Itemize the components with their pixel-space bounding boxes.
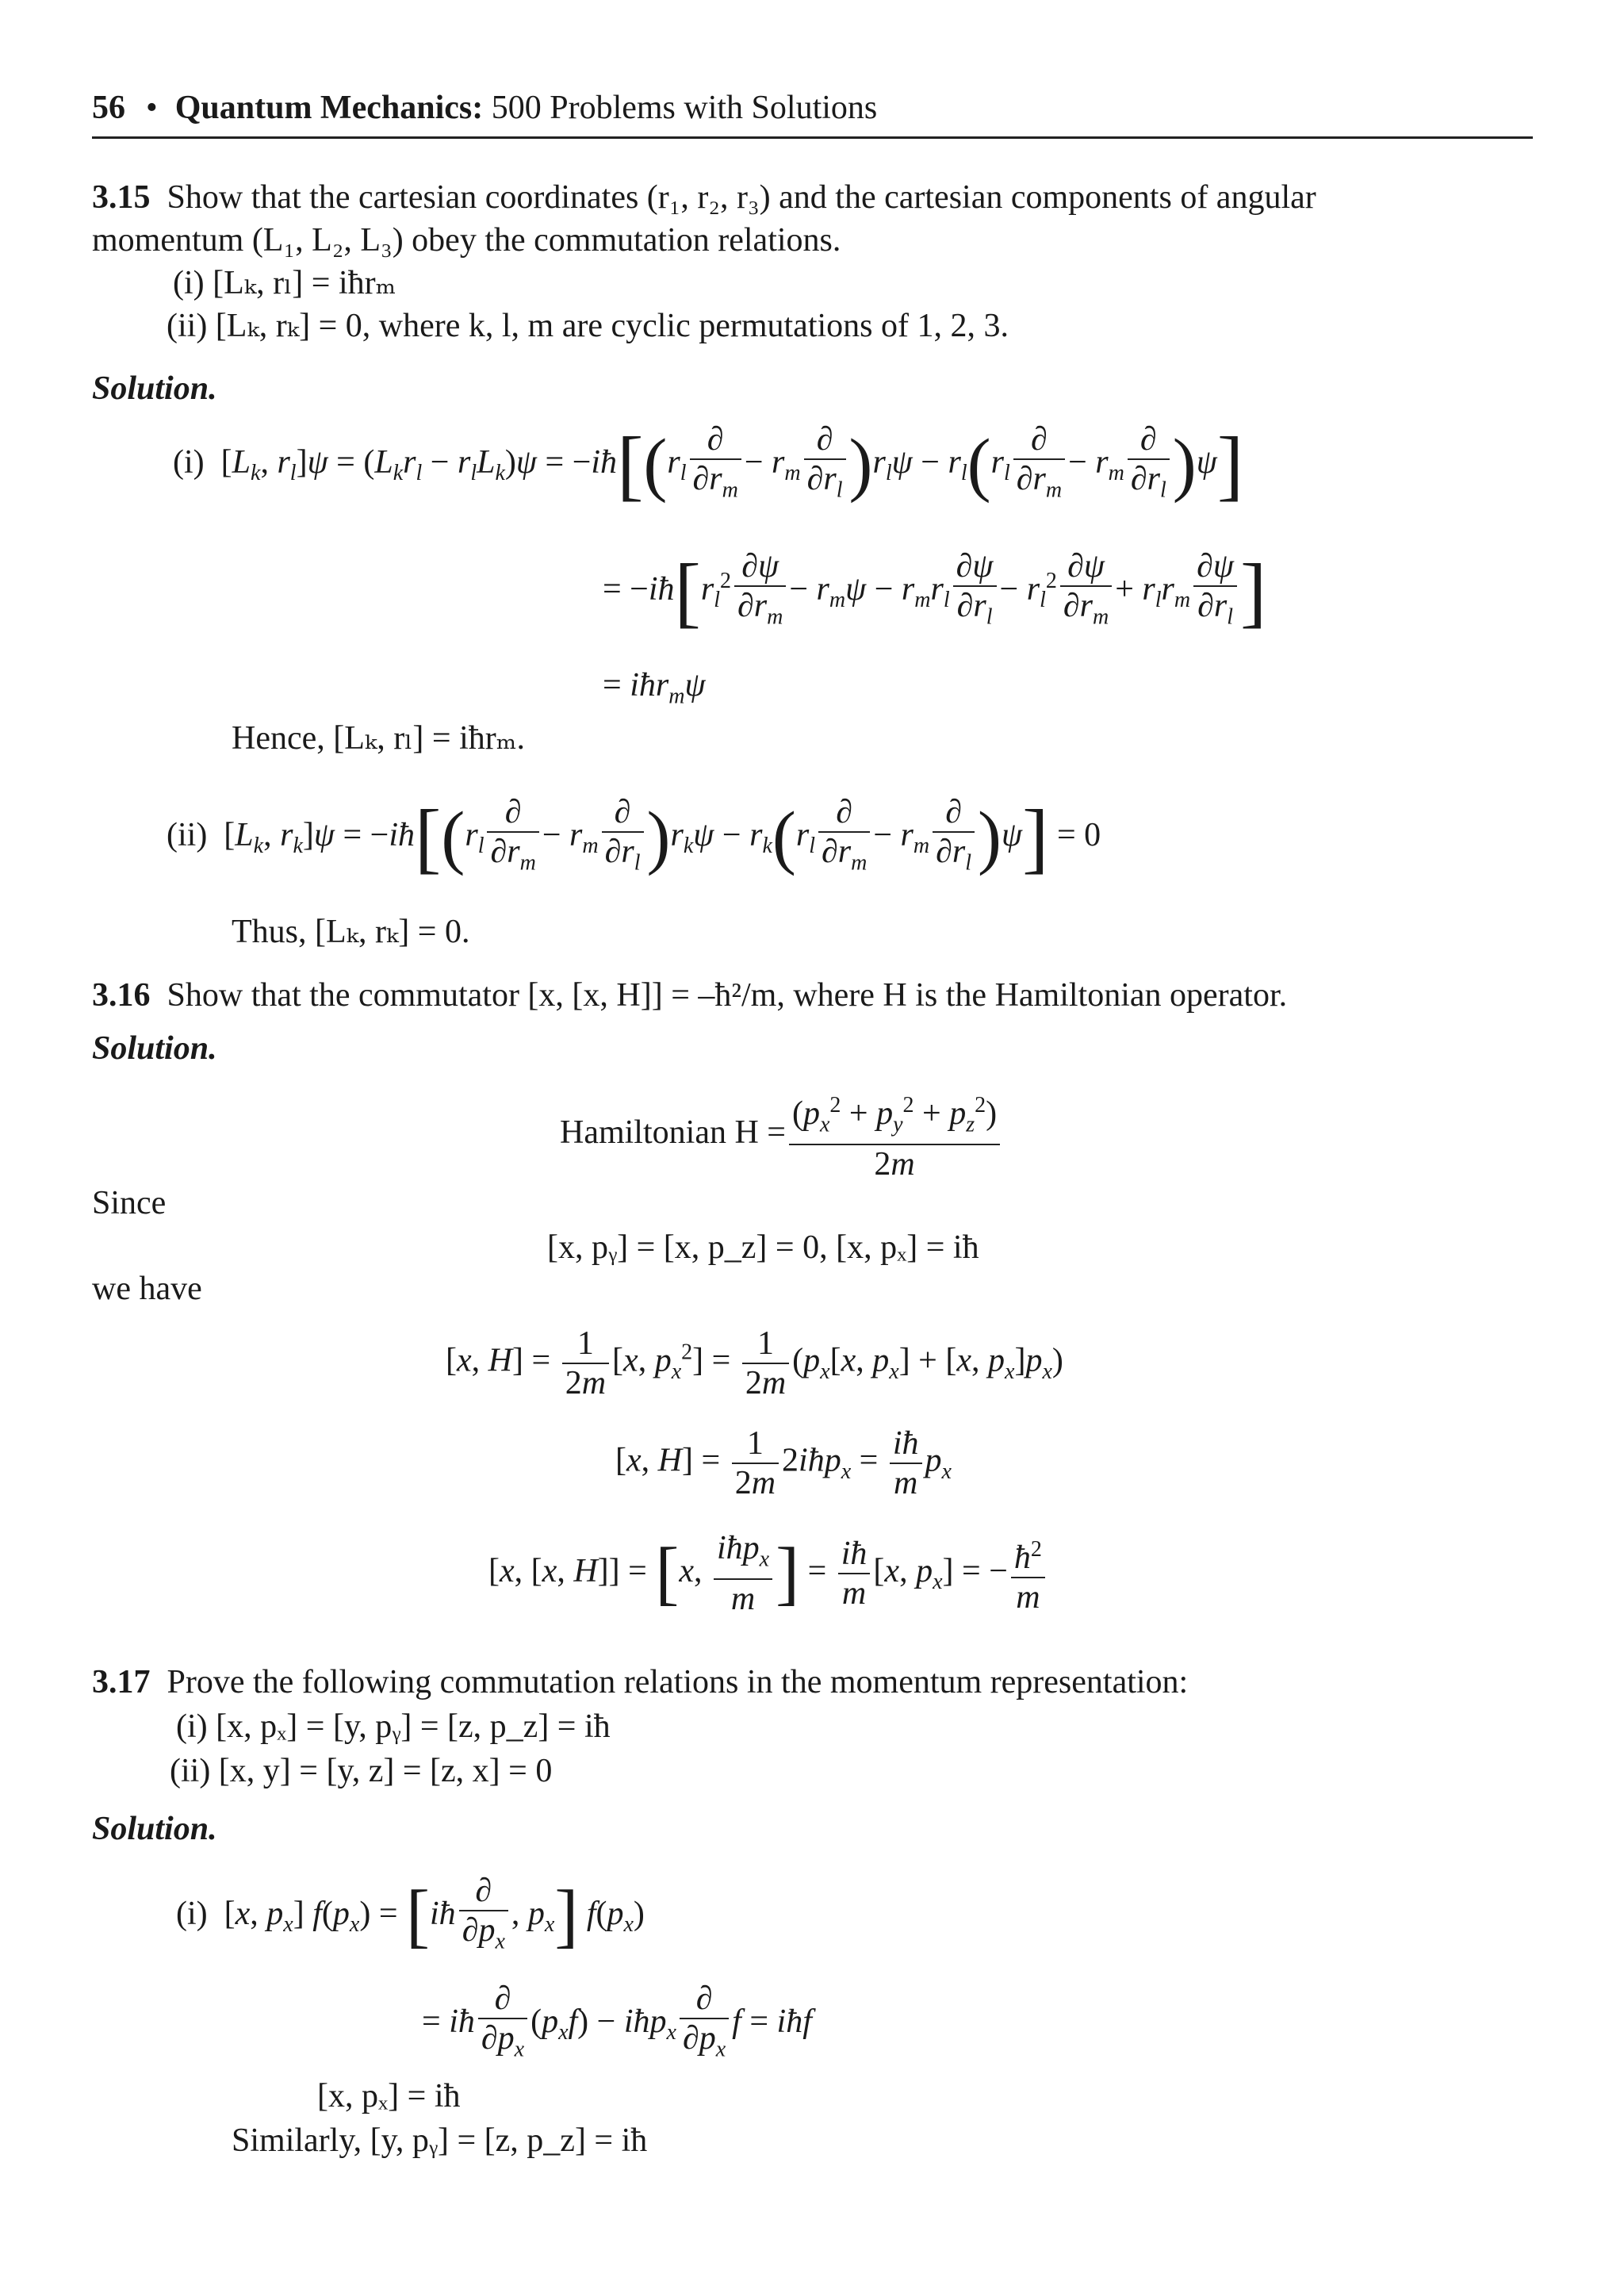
hamiltonian-equation: Hamiltonian H = $\frac{(p_x^2 + p_y^2 + p_z^2)}{2m}$ [560, 1087, 1003, 1183]
solution-label-3-17: Solution. [92, 1811, 217, 1847]
problem-3-15-item-ii: (ii) [Lₖ, rₖ] = 0, where k, l, m are cyclic permutations of 1, 2, 3. [167, 308, 1009, 344]
book-title-bold: Quantum Mechanics: [174, 90, 484, 126]
problem-3-15-item-i: (i) [Lₖ, rₗ] = iħrₘ [173, 265, 396, 301]
equation-x-h-1: [x, H] = $\frac{1}{2m}$ [x, $p_x^2$] = $\frac{1}{2m}$ ($p_x[x$, $p_x] + [x$, $p_x]p_x$) [446, 1325, 1063, 1401]
problem-3-15-line1: 3.15 Show that the cartesian coordinates (r₁, r₂, r₃) and the cartesian components of angular [92, 179, 1316, 216]
equation-x-x-h: [x, [x, H]] = [x, $\frac{iħp_x}{m}$ ] = $\frac{iħ}{m}$ [x, $p_x$] = − $\frac{ħ^2}{m}$ [488, 1529, 1048, 1618]
equation-3-15-i-line3: = iħr$_m$ψ [603, 667, 706, 709]
commutator-relations: [x, pᵧ] = [x, p_z] = 0, [x, pₓ] = iħ [547, 1229, 979, 1266]
problem-3-17-item-i: (i) [x, pₓ] = [y, pᵧ] = [z, p_z] = iħ [176, 1708, 611, 1745]
hence-3-15: Hence, [Lₖ, rₗ] = iħrₘ. [232, 720, 525, 757]
we-have-label: we have [92, 1271, 202, 1307]
running-header: 56 • Quantum Mechanics: 500 Problems with Solutions [92, 90, 878, 126]
page-number: 56 [92, 90, 125, 126]
since-label: Since [92, 1185, 167, 1221]
equation-3-15-ii: (ii) [$L_k$, $r_k]\psi$ = $-iħ[(r_l$ $\frac{\partial}{\partial r_m}$ − $r_m$ $\frac{\partial}{\partial r_l}$ )$r_k\psi - r_k(r_l$ $\frac{\partial}{\partial r_m}$ − $r_m$ $\frac{\partial}{\partial r_l}$ )ψ] = 0 [167, 793, 1101, 882]
problem-number-3-16: 3.16 [92, 977, 151, 1014]
book-title-rest: 500 Problems with Solutions [491, 90, 878, 126]
result-3-17: [x, pₓ] = iħ [317, 2078, 461, 2114]
problem-3-16-statement: 3.16 Show that the commutator [x, [x, H]] = –ħ²/m, where H is the Hamiltonian operator. [92, 977, 1288, 1014]
equation-3-15-i-line2: = $-iħ[r_l^2$ $\frac{\partial\psi}{\partial r_m}$ − $r_m\psi - r_mr_l$ $\frac{\partial\psi}{\partial r_l}$ − $r_l^2$ $\frac{\partial\psi}{\partial r_m}$ + $r_lr_m$ $\frac{\partial\psi}{\partial r_l}$ ] [603, 547, 1267, 636]
equation-3-15-i-line1: (i) [$L_k$, $r_l]\psi = (L_kr_l - r_lL_k)\psi$ = $-iħ[(r_l$ $\frac{\partial}{\partial r_m}$ − $r_m$ $\frac{\partial}{\partial r_l}$ )$r_l\psi - r_l(r_l$ $\frac{\partial}{\partial r_m}$ − $r_m$ $\frac{\partial}{\partial r_l}$ )ψ] [173, 420, 1244, 509]
equation-x-h-2: [x, H] = $\frac{1}{2m}$ 2iħp$_x$ = $\frac{iħ}{m}$ $p_x$ [615, 1425, 952, 1501]
header-rule [92, 136, 1533, 139]
problem-number-3-15: 3.15 [92, 179, 151, 216]
equation-3-17-line2: = iħ $\frac{\partial}{\partial p_x}$ $(p_xf)$ − iħp$_x$ $\frac{\partial}{\partial p_x}$ f = iħf [422, 1980, 812, 2062]
problem-number-3-17: 3.17 [92, 1664, 151, 1700]
thus-3-15: Thus, [Lₖ, rₖ] = 0. [232, 914, 470, 950]
similarly-3-17: Similarly, [y, pᵧ] = [z, p_z] = iħ [232, 2122, 648, 2159]
solution-label-3-16: Solution. [92, 1030, 217, 1067]
problem-3-15-line2: momentum (L₁, L₂, L₃) obey the commutation relations. [92, 222, 841, 259]
equation-3-17-line1: (i) [x, $p_x$] $f(p_x)$ = [iħ $\frac{\partial}{\partial p_x}$ , $p_x$] $f(p_x)$ [176, 1873, 645, 1956]
solution-label-3-15: Solution. [92, 370, 217, 407]
problem-3-17-item-ii: (ii) [x, y] = [y, z] = [z, x] = 0 [170, 1753, 553, 1789]
problem-3-17-statement: 3.17 Prove the following commutation relations in the momentum representation: [92, 1664, 1189, 1700]
